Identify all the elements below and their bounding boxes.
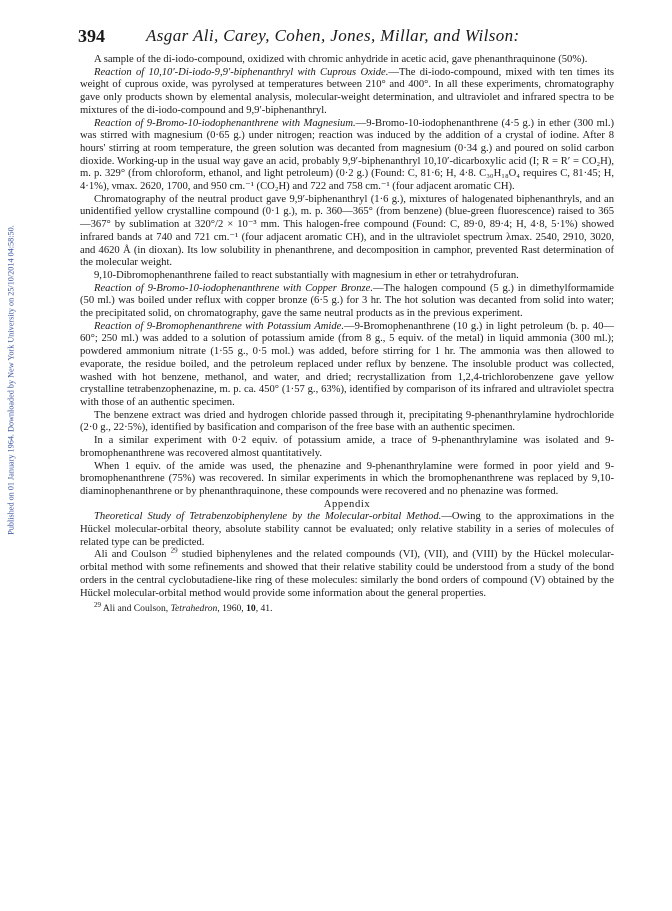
section-heading: Reaction of 9-Bromo-10-iodophenanthrene with Copper Bronze.: [94, 282, 373, 294]
download-watermark: [3, 150, 19, 610]
section-heading: Reaction of 9-Bromo-10-iodophenanthrene with Magnesium.: [94, 117, 356, 129]
journal-name: Tetrahedron: [170, 603, 218, 615]
section-heading: Theoretical Study of Tetrabenzobiphenylene by the Molecular-orbital Method.: [94, 511, 442, 523]
page-header: [78, 26, 608, 50]
footnote-reference[interactable]: 29: [170, 546, 178, 555]
volume-number: 10: [246, 603, 256, 615]
paragraph: Reaction of 10,10′-Di-iodo-9,9′-biphenanthryl with Cuprous Oxide.—The di-iodo-compound, mixed with ten times its weight of cuprous oxide, was pyrolysed at temperatures between 210° and 400°. In all these experiments, chromatography gave only products shown by elemental analysis, molecular-weight determination, and ultraviolet and infrared spectra to be mixtures of the di-iodo-compound and 9,9′-biphenanthryl.: [80, 66, 615, 116]
section-heading: Reaction of 9-Bromophenanthrene with Potassium Amide.: [94, 320, 344, 332]
appendix-heading: Appendix: [323, 498, 371, 510]
paragraph: 9,10-Dibromophenanthrene failed to react substantially with magnesium in ether or tetrahydrofuran.: [94, 269, 519, 281]
paragraph: When 1 equiv. of the amide was used, the phenazine and 9-phenanthrylamine were formed in poor yield and 9-bromophenanthrene (75%) was recovered. In similar experiments in which the bromophenanthrene was replaced by 9,10-diaminophenanthrene or by phenanthraquinone, these compounds were recovered and no phenazine was formed.: [80, 460, 614, 497]
running-head: Asgar Ali, Carey, Cohen, Jones, Millar, and Wilson:: [146, 26, 520, 45]
article-body: [80, 54, 614, 615]
footnote-number: 29: [94, 601, 101, 610]
paragraph: In a similar experiment with 0·2 equiv. of potassium amide, a trace of 9-phenanthrylamine was isolated and 9-bromophenanthrene was recovered almost quantitatively.: [80, 435, 614, 459]
paragraph: Reaction of 9-Bromophenanthrene with Potassium Amide.—9-Bromophenanthrene (10 g.) in light petroleum (b. p. 40—60°; 250 ml.) was added to a solution of potassium amide (from 8 g., 5 equiv. of the metal) in liquid ammonia (300 ml.); powdered ammonium nitrate (1·55 g., 0·5 mol.) was added, before stirring for 1 hr. The ammonia was then allowed to evaporate, the residue boiled, and the petroleum replaced under reflux by benzene. The insoluble product was collected, washed with hot benzene, methanol, and water, and dried; recrystallization from 1,2,4-trichlorobenzene gave yellow crystalline tetrabenzophenazine, m. p. ca. 450° (1·57 g., 63%), identified by comparison of its infrared and ultraviolet spectra with those of an authentic specimen.: [80, 320, 614, 408]
paragraph: A sample of the di-iodo-compound, oxidized with chromic anhydride in acetic acid, gave phenanthraquinone (50%).: [94, 54, 588, 65]
page-number: 394: [78, 26, 105, 46]
download-watermark-text: Published on 01 January 1964. Downloaded by New York University on 25/10/2014 04:58:50.: [6, 225, 16, 535]
paragraph: The benzene extract was dried and hydrogen chloride passed through it, precipitating 9-phenanthrylamine hydrochloride (2·0 g., 22·5%), identified by basification and comparison of the free base with an authentic specimen.: [80, 409, 614, 434]
footnote: $^{29}$ Ali and Coulson, Tetrahedron, 1960, 10, 41.: [94, 601, 273, 615]
paragraph: Theoretical Study of Tetrabenzobiphenylene by the Molecular-orbital Method.—Owing to the approximations in the Hückel molecular-orbital theory, absolute stability cannot be evaluated; only relative stability in a series of molecules of related type can be predicted.: [80, 511, 614, 548]
paragraph: Ali and Coulson $^{29}$ studied biphenylenes and the related compounds (VI), (VII), and (VIII) by the Hückel molecular-orbital method with some refinements and showed that their relative stability could be understood from a study of the bond orders in the central cyclobutadiene-like ring of these molecules: similarly the bond orders of compound (V) obtained by the Hückel molecular-orbital method would provide some information about the general properties.: [80, 546, 614, 599]
section-heading: Reaction of 10,10′-Di-iodo-9,9′-biphenanthryl with Cuprous Oxide.: [94, 66, 389, 78]
paragraph: Reaction of 9-Bromo-10-iodophenanthrene with Copper Bronze.—The halogen compound (5 g.) in dimethylformamide (50 ml.) was boiled under reflux with copper bronze (6·5 g.) for 3 hr. The hot solution was decanted from solid into water; the precipitated solid, on chromatography, gave the same neutral products as in the previous experiment.: [80, 282, 614, 320]
paragraph: Chromatography of the neutral product gave 9,9′-biphenanthryl (1·6 g.), mixtures of halogenated biphenanthryls, and an unidentified yellow crystalline compound (0·1 g.), m. p. 360—365° (from benzene) (blue-green fluorescence) raised to 365—367° by sublimation at 320°/2 × 10⁻³ mm. This halogen-free compound (Found: C, 89·0, 89·4; H, 4·8, 5·1%) showed infrared bands at 740 and 721 cm.⁻¹ (four adjacent aromatic CH), and in the ultraviolet spectrum λmax. 2540, 2910, 3020, and 4620 Å (in dioxan). Its low solubility in phenanthrene, and decomposition in camphor, prevented Rast determination of the molecular weight.: [80, 193, 614, 269]
paragraph: Reaction of 9-Bromo-10-iodophenanthrene with Magnesium.—9-Bromo-10-iodophenanthrene (4·5 g.) in ether (300 ml.) was stirred with magnesium (0·65 g.) under nitrogen; reaction was induced by the addition of a crystal of iodine. After 8 hours' stirring at room temperature, the green solution was decanted from magnesium (0·34 g.) and poured on solid carbon dioxide. Working-up in the usual way gave an acid, probably 9,9′-biphenanthryl 10,10′-dicarboxylic acid (I; R = R′ = CO₂H), m. p. 329° (from chloroform, ethanol, and light petroleum) (0·2 g.) (Found: C, 81·6; H, 4·8. C₃₀H₁₈O₄ requires C, 81·45; H, 4·1%), νmax. 2620, 1700, and 950 cm.⁻¹ (CO₂H) and 722 and 758 cm.⁻¹ (four adjacent aromatic CH).: [80, 117, 614, 193]
